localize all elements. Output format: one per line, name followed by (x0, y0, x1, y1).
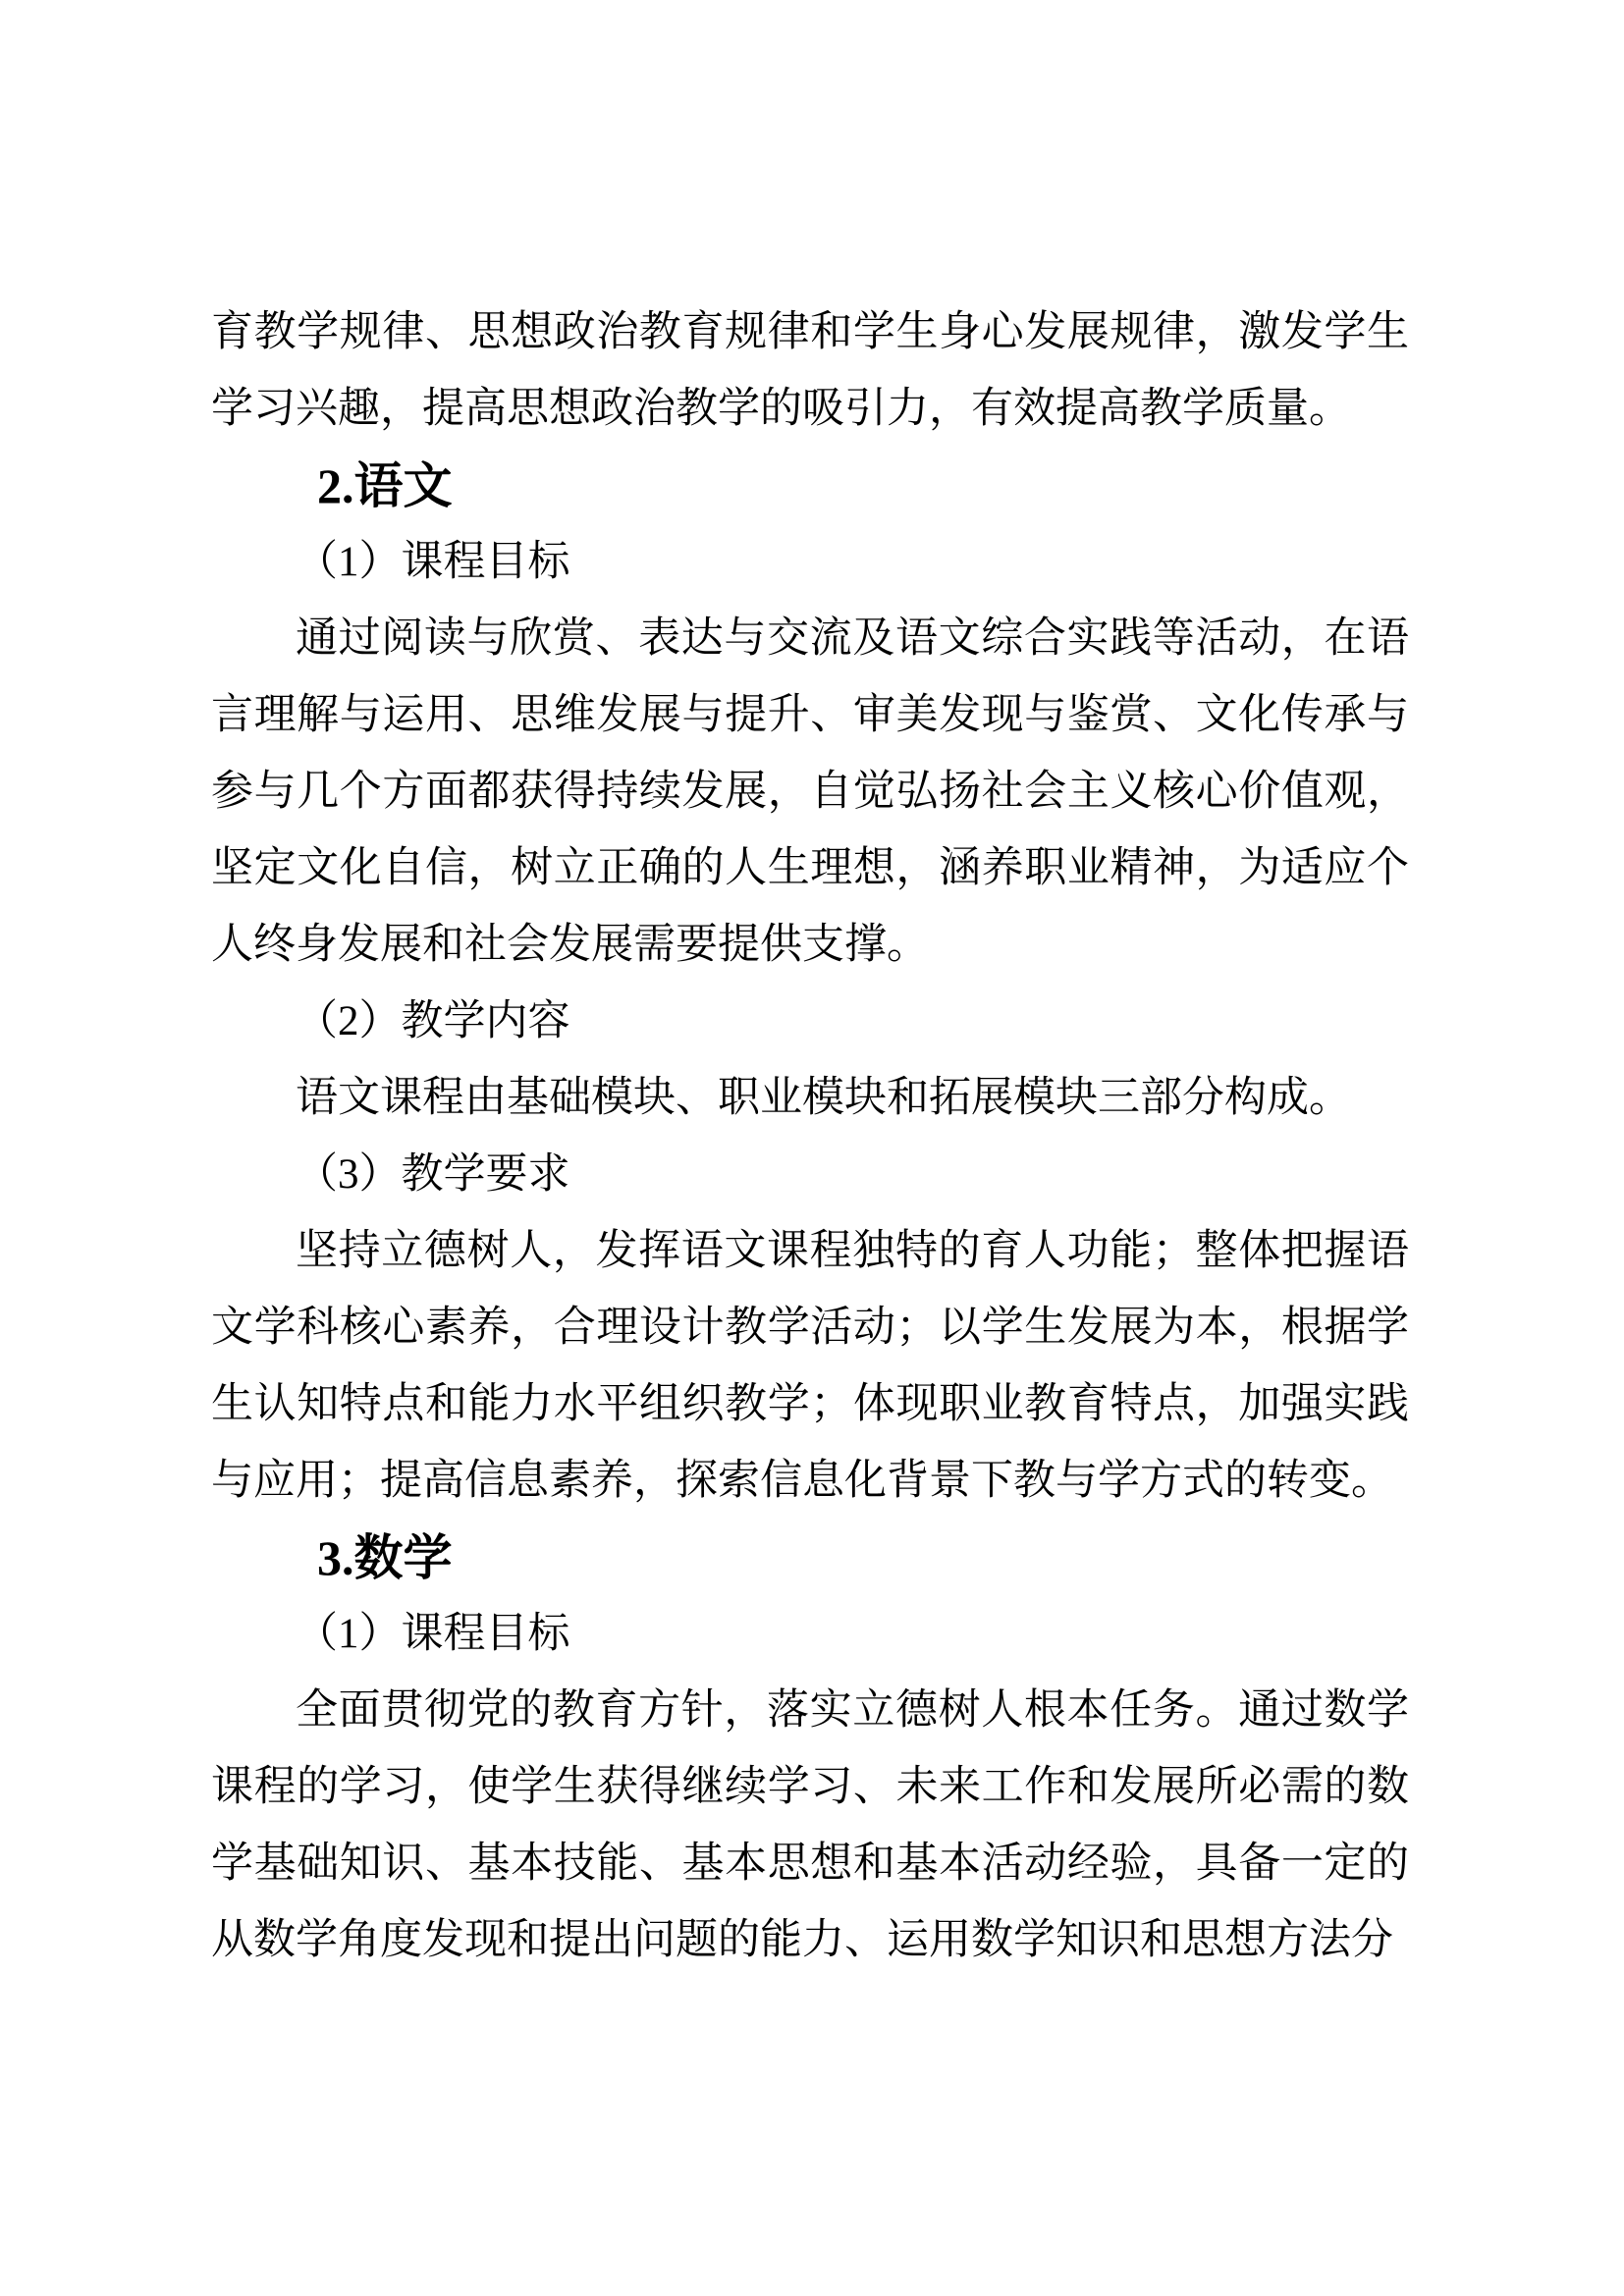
paragraph-math-course-objectives: 全面贯彻党的教育方针，落实立德树人根本任务。通过数学课程的学习，使学生获得继续学习、未来工作和发展所必需的数学基础知识、基本技能、基本思想和基本活动经验，具备一定的从数学角度发现和提出问题的能力、运用数学知识和思想方法分 (211, 1687, 1409, 1963)
paragraph-politics-continued: 育教学规律、思想政治教育规律和学生身心发展规律，激发学生学习兴趣，提高思想政治教学的吸引力，有效提高教学质量。 (211, 309, 1409, 432)
subheading-chinese-teaching-content: （2）教学内容 (296, 998, 570, 1044)
paragraph-chinese-course-objectives: 通过阅读与欣赏、表达与交流及语文综合实践等活动，在语言理解与运用、思维发展与提升、审美发现与鉴赏、文化传承与参与几个方面都获得持续发展，自觉弘扬社会主义核心价值观，坚定文化自信，树立正确的人生理想，涵养职业精神，为适应个人终身发展和社会发展需要提供支撑。 (211, 615, 1409, 968)
heading-section-2-chinese: 2.语文 (317, 458, 453, 513)
subheading-math-course-objectives: （1）课程目标 (296, 1611, 570, 1657)
subheading-chinese-teaching-requirements: （3）教学要求 (296, 1151, 570, 1198)
paragraph-chinese-teaching-content: 语文课程由基础模块、职业模块和拓展模块三部分构成。 (296, 1075, 1351, 1121)
subheading-chinese-course-objectives: （1）课程目标 (296, 539, 570, 585)
heading-section-3-math: 3.数学 (317, 1530, 453, 1585)
paragraph-chinese-teaching-requirements: 坚持立德树人，发挥语文课程独特的育人功能；整体把握语文学科核心素养，合理设计教学活动；以学生发展为本，根据学生认知特点和能力水平组织教学；体现职业教育特点，加强实践与应用；提高信息素养，探索信息化背景下教与学方式的转变。 (211, 1228, 1409, 1504)
